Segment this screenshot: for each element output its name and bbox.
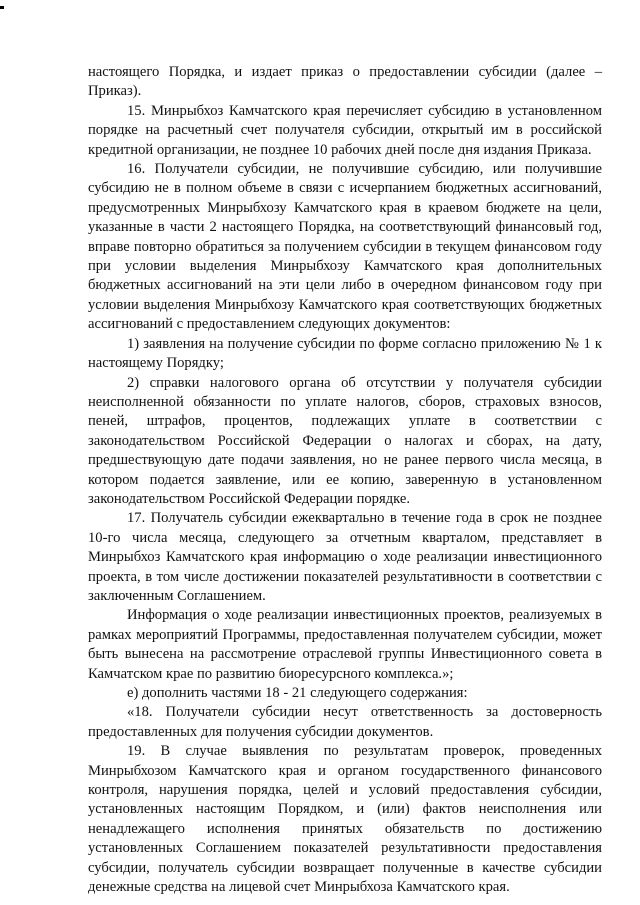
scan-corner-mark [0, 6, 4, 9]
paragraph-15: 15. Минрыбхоз Камчатского края перечисляет субсидию в установленном порядке на расчетный счет получателя субсидии, открытый им в российской кредитной организации, не позднее 10 рабочих дней после дня издания Приказа. [88, 102, 602, 158]
document-page [88, 63, 602, 897]
list-item-2: 2) справки налогового органа об отсутствии у получателя субсидии неисполненной обязанности по уплате налогов, сборов, страховых взносов, пеней, штрафов, процентов, подлежащих уплате в соответствии с законодательством Российской Федерации о налогах и сборах, на дату, предшествующую дате подачи заявления, но не ранее первого числа месяца, в котором подается заявление, или ее копию, заверенную в установленном законодательством Российской Федерации порядке. [88, 374, 602, 507]
list-item-1: 1) заявления на получение субсидии по форме согласно приложению № 1 к настоящему Порядку; [88, 335, 602, 372]
paragraph-info: Информация о ходе реализации инвестиционных проектов, реализуемых в рамках мероприятий Программы, предоставленная получателем субсидии, может быть вынесена на рассмотрение отраслевой группы Инвестиционного совета в Камчатском крае по развитию биоресурсного комплекса.»; [88, 607, 602, 682]
paragraph-19: 19. В случае выявления по результатам проверок, проведенных Минрыбхозом Камчатского края и органом государственного финансового контроля, нарушения порядка, целей и условий предоставления субсидии, установленных настоящим Порядком, и (или) фактов неисполнения или ненадлежащего исполнения принятых обязательств по достижению установленных Соглашением показателей результативности предоставления субсидии, получатель субсидии возвращает полученные в качестве субсидии денежные средства на лицевой счет Минрыбхоза Камчатского края. [88, 743, 602, 896]
paragraph-17: 17. Получатель субсидии ежеквартально в течение года в срок не позднее 10-го числа месяца, следующего за отчетным кварталом, представляет в Минрыбхоз Камчатского края информацию о ходе реализации инвестиционного проекта, в том числе достижении показателей результативности в соответствии с заключенным Соглашением. [88, 510, 602, 604]
paragraph-18: «18. Получатели субсидии несут ответственность за достоверность предоставленных для получения субсидии документов. [88, 704, 602, 740]
paragraph-16: 16. Получатели субсидии, не получившие субсидию, или получившие субсидию не в полном объеме в связи с исчерпанием бюджетных ассигнований, предусмотренных Минрыбхозу Камчатского края в краевом бюджете на цели, указанные в части 2 настоящего Порядка, на соответствующий финансовый год, вправе повторно обратиться за получением субсидии в текущем финансовом году при условии выделения Минрыбхозу Камчатского края дополнительных бюджетных ассигнований на эти цели либо в очередном финансовом году при условии выделения Минрыбхозу Камчатского края соответствующих бюджетных ассигнований с предоставлением следующих документов: [88, 161, 602, 333]
paragraph-e: е) дополнить частями 18 - 21 следующего содержания: [127, 685, 468, 701]
paragraph-order-continuation: настоящего Порядка, и издает приказ о предоставлении субсидии (далее – Приказ). [88, 64, 602, 100]
